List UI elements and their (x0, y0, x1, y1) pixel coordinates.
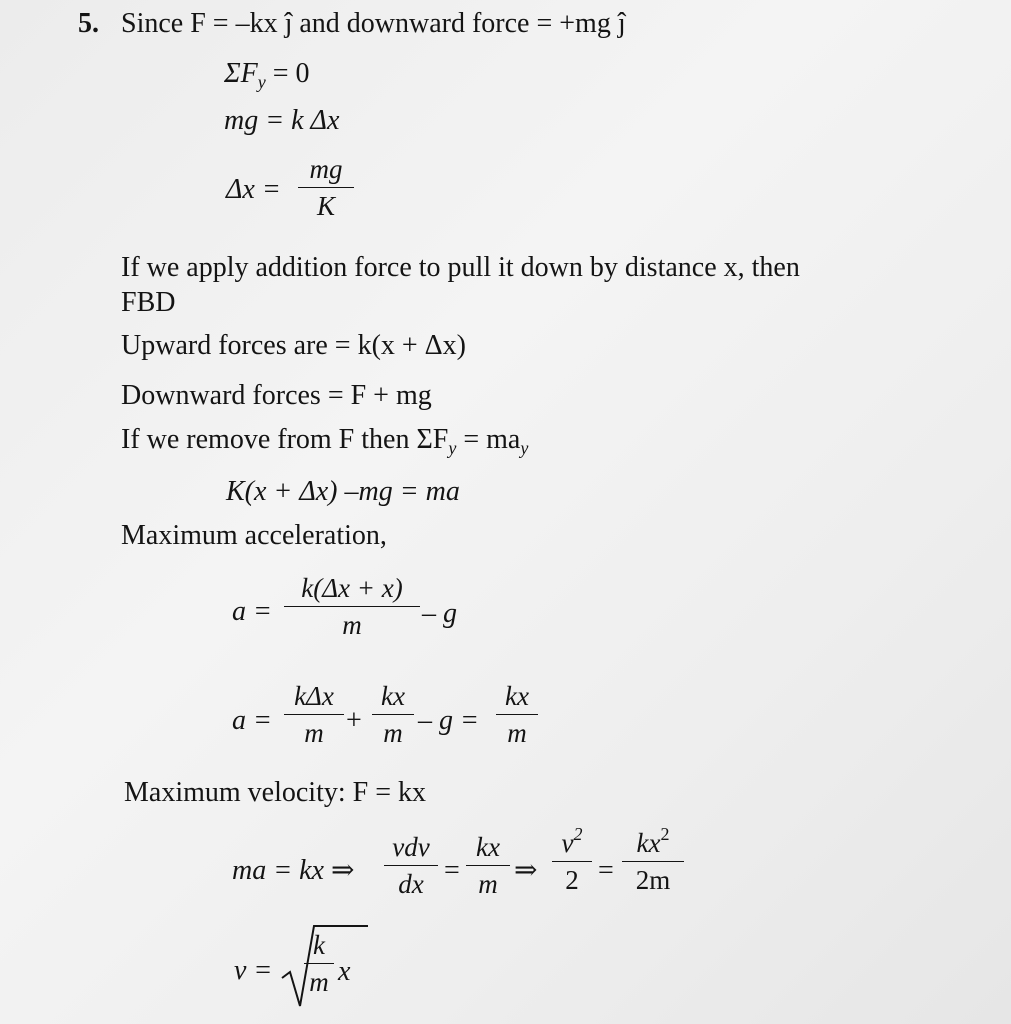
vel-lhs: ma = kx ⇒ (232, 855, 355, 886)
problem-number: 5. (78, 8, 99, 39)
newton-equation: K(x + Δx) –mg = ma (226, 476, 460, 507)
acc1-lhs: a = (232, 596, 272, 627)
vel-fraction-2: kx m (466, 834, 510, 898)
acc2-fraction-2: kx m (372, 683, 414, 747)
acc2-minus-g: – g = (418, 705, 479, 736)
remove-force-line: If we remove from F then $\Sigma F_y = ma_y$ (121, 424, 529, 458)
upward-forces: Upward forces are = k(x + Δx) (121, 330, 467, 361)
vel-fraction-1: vdv dx (384, 834, 438, 898)
v-lhs: v = (234, 955, 273, 986)
vel-fraction-3: $v^2$ 2 (552, 830, 592, 894)
pull-line-1: If we apply addition force to pull it down by distance x, then (121, 252, 800, 283)
downward-forces: Downward forces = F + mg (121, 380, 432, 411)
vel-implies: ⇒ (514, 855, 538, 886)
problem-intro: Since F = –kx ĵ and downward force = +mg ĵ (121, 8, 626, 39)
acc1-fraction: k(Δx + x) m (284, 575, 420, 639)
acc2-lhs: a = (232, 705, 272, 736)
acc1-minus-g: – g (422, 598, 457, 629)
vel-equals-1: = (444, 855, 460, 886)
max-velocity-label: Maximum velocity: F = kx (124, 777, 426, 808)
vel-equals-2: = (598, 855, 614, 886)
max-acceleration-label: Maximum acceleration, (121, 520, 387, 551)
acc2-fraction-1: kΔx m (284, 683, 344, 747)
dx-fraction: mg K (298, 156, 354, 220)
dx-lhs: Δx = (226, 174, 281, 205)
acc2-fraction-3: kx m (496, 683, 538, 747)
root-x: x (338, 956, 351, 987)
root-fraction: k m (304, 932, 334, 996)
acc2-plus: + (346, 705, 362, 736)
pull-line-2: FBD (121, 287, 176, 318)
vel-fraction-4: $kx^2$ 2m (622, 830, 684, 894)
sum-fy-equation: $\Sigma F_y = 0$ (224, 58, 310, 92)
mg-equation: mg = k Δx (224, 105, 340, 136)
